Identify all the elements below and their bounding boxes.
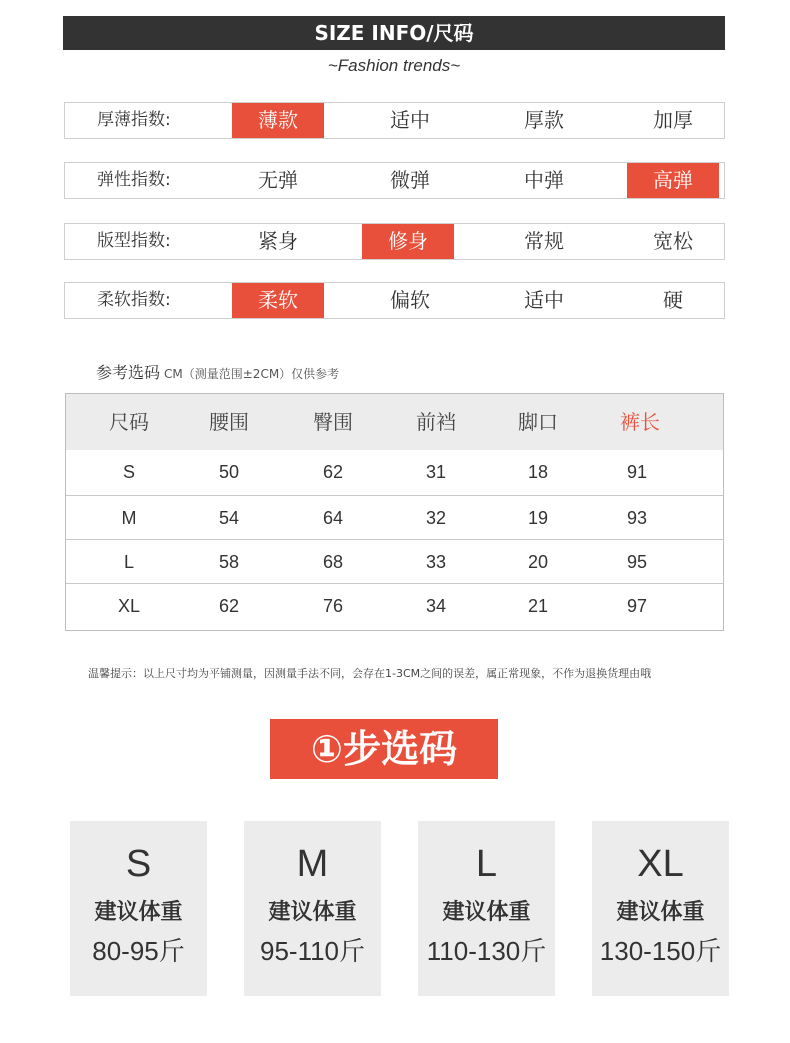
card-weight: 95-110斤 — [259, 936, 366, 966]
index-option: 紧身 — [258, 229, 298, 253]
card-weight: 130-150斤 — [599, 936, 722, 966]
size-table — [65, 393, 724, 631]
table-row — [66, 450, 723, 494]
table-cell: 93 — [626, 508, 648, 528]
table-cell: 34 — [425, 596, 447, 616]
index-option: 加厚 — [653, 108, 693, 132]
card-label: 建议体重 — [442, 900, 531, 925]
header-pants-length: 裤长 — [620, 410, 660, 434]
index-option: 微弹 — [390, 168, 430, 192]
card-size: L — [475, 843, 498, 885]
card-label: 建议体重 — [94, 900, 183, 925]
index-option-selected: 修身 — [362, 224, 454, 259]
softness-index-row — [64, 282, 725, 319]
fashion-trends-subtitle: ~Fashion trends~ — [327, 56, 461, 75]
index-option: 厚款 — [524, 108, 564, 132]
table-cell: 21 — [527, 596, 549, 616]
table-cell: 31 — [425, 462, 447, 482]
step-one-banner: ①步选码 — [270, 719, 498, 779]
table-cell: 95 — [626, 552, 648, 572]
weight-card-m — [244, 821, 381, 996]
table-cell: 62 — [218, 596, 240, 616]
weight-card-l — [418, 821, 555, 996]
card-weight: 110-130斤 — [426, 936, 547, 966]
table-cell: 58 — [218, 552, 240, 572]
header-leg-opening: 脚口 — [518, 410, 558, 434]
table-row — [66, 539, 723, 584]
card-size: M — [296, 843, 329, 885]
index-option: 偏软 — [390, 288, 430, 312]
reference-title-text: 参考选码 — [96, 363, 161, 382]
table-cell: 97 — [626, 596, 648, 616]
index-option-selected: 高弹 — [627, 163, 719, 198]
header-waist: 腰围 — [209, 410, 249, 434]
index-label: 弹性指数: — [97, 170, 171, 190]
table-cell: 54 — [218, 508, 240, 528]
header-size: 尺码 — [109, 410, 149, 434]
table-cell: 50 — [218, 462, 240, 482]
table-cell: 18 — [527, 462, 549, 482]
table-cell: XL — [117, 596, 141, 616]
index-option-selected: 柔软 — [232, 283, 324, 318]
table-row — [66, 583, 723, 628]
reference-size-title — [96, 360, 339, 383]
table-row — [66, 495, 723, 540]
table-cell: 33 — [425, 552, 447, 572]
table-cell: 62 — [322, 462, 344, 482]
table-cell: S — [122, 462, 135, 482]
header-front-rise: 前裆 — [416, 410, 456, 434]
table-cell: 68 — [322, 552, 344, 572]
index-option: 适中 — [390, 108, 430, 132]
card-size: S — [125, 843, 152, 885]
header-hip: 臀围 — [313, 410, 353, 434]
size-info-header: SIZE INFO/尺码 — [63, 16, 725, 50]
card-size: XL — [637, 843, 684, 885]
table-header — [66, 394, 723, 450]
table-cell: 64 — [322, 508, 344, 528]
elasticity-index-row — [64, 162, 725, 199]
reference-unit-note: CM（测量范围±2CM）仅供参考 — [164, 367, 340, 381]
index-option: 无弹 — [258, 168, 298, 192]
card-weight: 80-95斤 — [92, 936, 185, 966]
index-label: 柔软指数: — [97, 290, 171, 310]
table-cell: 76 — [322, 596, 344, 616]
table-cell: L — [123, 552, 134, 572]
index-label: 厚薄指数: — [97, 110, 171, 130]
index-label: 版型指数: — [97, 231, 171, 251]
measurement-note: 温馨提示：以上尺寸均为平铺测量，因测量手法不同，会存在1-3CM之间的误差，属正常现象，不作为退换货理由哦 — [88, 667, 652, 680]
table-cell: 20 — [527, 552, 549, 572]
fit-index-row — [64, 223, 725, 260]
weight-card-xl — [592, 821, 729, 996]
index-option: 硬 — [663, 288, 683, 312]
table-cell: 19 — [527, 508, 549, 528]
index-option-selected: 薄款 — [232, 103, 324, 138]
index-option: 常规 — [524, 229, 564, 253]
table-cell: 32 — [425, 508, 447, 528]
thickness-index-row — [64, 102, 725, 139]
card-label: 建议体重 — [616, 900, 705, 925]
index-option: 宽松 — [653, 229, 693, 253]
index-option: 中弹 — [524, 168, 564, 192]
weight-card-s — [70, 821, 207, 996]
index-option: 适中 — [524, 288, 564, 312]
table-cell: 91 — [626, 462, 648, 482]
card-label: 建议体重 — [268, 900, 357, 925]
table-cell: M — [121, 508, 137, 528]
